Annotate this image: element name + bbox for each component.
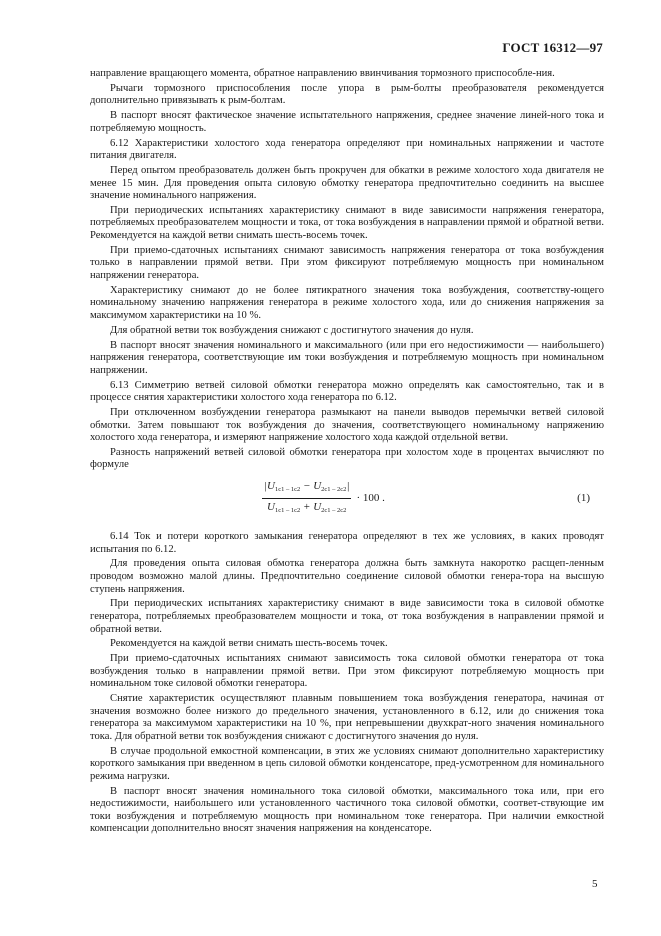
paragraph: При отключенном возбуждении генератора размыкают на панели выводов перемычки ветвей силовой обмотки. Затем повышают ток возбуждения до значения, соответствующего номинальному напряжению холостого хода генератора, и измеряют напряжение холостого хода каждой отдельной ветви. [90,406,604,444]
plus-sign: + [300,500,314,513]
formula-fraction [262,480,351,517]
voltage-symbol: U [267,500,275,513]
subscript: 1с1 – 1с2 [274,506,301,514]
paragraph: При периодических испытаниях характеристику снимают в виде зависимости напряжения генератора, потребляемых преобразователем мощности и тока, от тока возбуждения в направлении прямой и обратной ветви. Рекомендуется на каждой ветви снимать шесть-восемь точек. [90,204,604,242]
paragraph: В случае продольной емкостной компенсации, в этих же условиях снимают дополнительно характеристику короткого замыкания при введенном в цепь силовой обмотки конденсаторе, пред-усмотренном для номинального режима нагрузки. [90,745,604,782]
subscript: 2с1 – 2с2 [321,486,347,494]
paragraph: Перед опытом преобразователь должен быть прокручен для обкатки в режиме холостого хода двигателя не менее 15 мин. Для проведения опыта силовую обмотку генератора предпочтительно соединить на высшее значение номинального напряжения. [90,164,604,202]
paragraph: В паспорт вносят значения номинального и максимального (или при его недостижимости — наибольшего) напряжения генератора, соответствующие им токи возбуждения и потребляемую мощность при номинальном напряжении. [90,339,604,376]
document-body [90,68,604,838]
paragraph: При приемо-сдаточных испытаниях снимают зависимость тока силовой обмотки генератора от тока возбуждения только в направлении прямой ветви. При этом фиксируют потребляемую мощность при номинальном токе силовой обмотки генератора. [90,653,604,690]
paragraph: В паспорт вносят фактическое значение испытательного напряжения, среднее значение линей-ного тока и потребляемую мощность. [90,110,604,134]
paragraph: Для проведения опыта силовая обмотка генератора должна быть замкнута накоротко расщеп-ленным проводом возможно малой длины. Предпочтительно соединение силовой обмотки генера-тора на высшую ступень напряжения. [90,558,604,595]
paragraph: В паспорт вносят значения номинального тока силовой обмотки, максимального тока или, при его недостижимости, наибольшего или установленного частичного тока силовой обмотки, соответ-ствующие им токи возбуждения и потребляемую мощность при номинальном токе генератора. При наличии емкостной компенсации дополнительно вносят значения напряжения на конденсаторе. [90,785,604,835]
paragraph: Рычаги тормозного приспособления после упора в рым-болты преобразователя рекомендуется дополнительно привязывать к рым-болтам. [90,82,604,107]
abs-bar-close: | [346,480,350,493]
section-6-13-paragraph: 6.13 Симметрию ветвей силовой обмотки генератора можно определять как самостоятельно, так и в процессе снятия характеристики холостого хода генератора по 6.12. [90,379,604,404]
paragraph: При приемо-сдаточных испытаниях снимают зависимость напряжения генератора от тока возбуждения только в направлении прямой ветви. При этом фиксируют потребляемую мощность при номинальном напряжении генератора. [90,244,604,282]
formula-denominator [267,499,346,518]
page-number: 5 [592,878,598,890]
equation-number: (1) [577,492,590,505]
paragraph: Характеристику снимают до не более пятикратного значения тока возбуждения, соответству-ющего номинальному значению напряжения генератора в режиме холостого хода, или до снижения напряжения за максимумом характеристики на 10 %. [90,284,604,321]
voltage-symbol: U [313,500,322,513]
formula-1 [90,478,604,522]
voltage-symbol: U [267,480,275,493]
formula-multiplier: · 100 . [356,492,385,505]
standard-header: ГОСТ 16312—97 [502,40,603,55]
formula-expression [262,480,385,517]
paragraph: Для обратной ветви ток возбуждения снижают с достигнутого значения до нуля. [110,324,474,336]
paragraph: Снятие характеристик осуществляют плавным повышением тока возбуждения генератора, начиная от значения возможно более низкого до предельного значения, установленного в 6.12, или до снижения тока генератора за максимумом характеристики на 10 %, при непревышении двухкрат-ного значения номинального тока. Для обратной ветви ток возбуждения снижают с достигнутого значения до нуля. [90,693,604,742]
minus-sign: − [300,480,314,493]
paragraph: Рекомендуется на каждой ветви снимать шесть-восемь точек. [110,638,388,650]
subscript: 1с1 – 1с2 [274,486,301,494]
paragraph: Разность напряжений ветвей силовой обмотки генератора при холостом ходе в процентах вычисляют по формуле [90,446,604,471]
section-6-12-paragraph: 6.12 Характеристики холостого хода генератора определяют при номинальных напряжении и частоте питания двигателя. [90,137,604,162]
subscript: 2с1 – 2с2 [321,506,347,514]
formula-numerator [262,480,351,499]
abs-bar-open: | [264,480,268,493]
section-6-14-paragraph: 6.14 Ток и потери короткого замыкания генератора определяют в тех же условиях, в каких проводят испытания по 6.12. [90,531,604,555]
voltage-symbol: U [313,480,322,493]
paragraph: При периодических испытаниях характеристику снимают в виде зависимости тока в силовой обмотке генератора, потребляемых преобразователем мощности и тока, от тока возбуждения в направлении прямой и обратной ветви. [90,598,604,635]
paragraph: направление вращающего момента, обратное направлению ввинчивания тормозного приспособле-ния. [90,68,555,79]
